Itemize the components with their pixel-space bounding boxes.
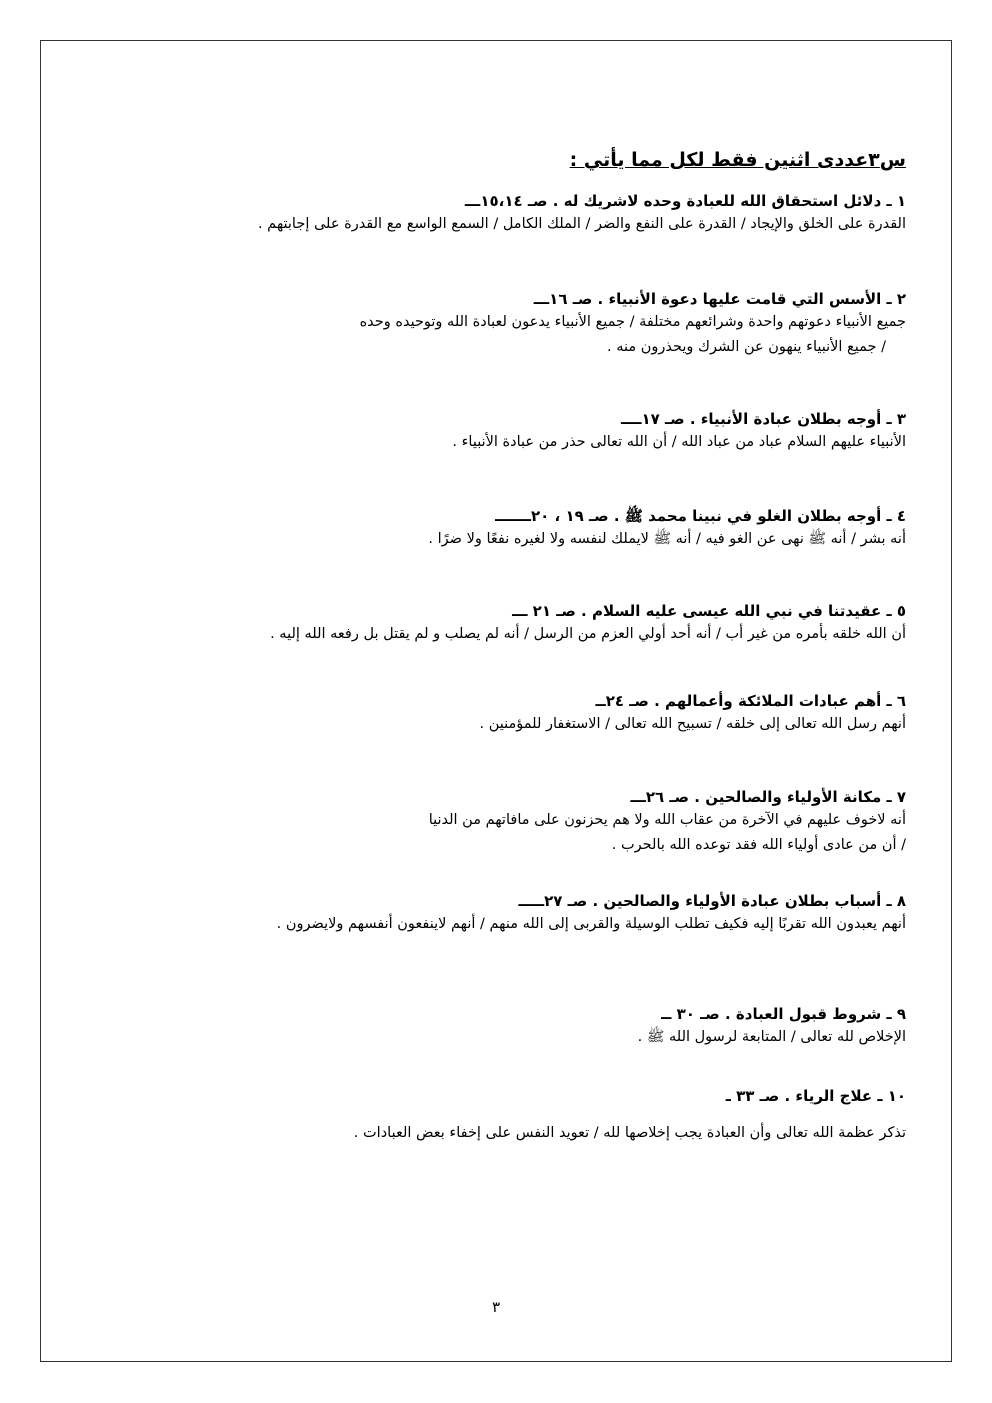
question-heading: س٣عددى اثنين فقط لكل مما يأتي : — [569, 149, 906, 171]
item-4-title: ٤ ـ أوجه بطلان الغلو في نبينا محمد ﷺ . صـ ١٩ ، ٢٠ـــــــ — [495, 507, 906, 525]
item-3 — [106, 408, 906, 455]
item-6 — [106, 690, 906, 737]
document-body — [106, 146, 906, 174]
item-10-answer: تذكر عظمة الله تعالى وأن العبادة يجب إخلاصها لله / تعويد النفس على إخفاء بعض العبادات . — [353, 1125, 906, 1141]
item-10 — [106, 1085, 906, 1146]
item-2-answer-line-2: / جميع الأنبياء ينهون عن الشرك ويحذرون منه . — [607, 339, 886, 355]
item-8-answer: أنهم يعبدون الله تقربًا إليه فكيف تطلب الوسيلة والقربى إلى الله منهم / أنهم لاينفعون أنفسهم ولايضرون . — [276, 916, 906, 932]
item-9-title: ٩ ـ شروط قبول العبادة . صـ ٣٠ ــ — [661, 1005, 906, 1023]
item-9-answer: الإخلاص لله تعالى / المتابعة لرسول الله ﷺ . — [637, 1029, 906, 1045]
item-9 — [106, 1003, 906, 1050]
item-7 — [106, 786, 906, 858]
item-8-title: ٨ ـ أسباب بطلان عبادة الأولياء والصالحين . صـ ٢٧ـــــ — [518, 892, 906, 910]
item-3-answer: الأنبياء عليهم السلام عباد من عباد الله / أن الله تعالى حذر من عبادة الأنبياء . — [452, 434, 906, 450]
item-10-title: ١٠ ـ علاج الرياء . صـ ٣٣ ـ — [725, 1087, 906, 1105]
item-7-answer-line-2: / أن من عادى أولياء الله فقد توعده الله بالحرب . — [611, 837, 906, 853]
item-7-title: ٧ ـ مكانة الأولياء والصالحين . صـ ٢٦ـــ — [630, 788, 906, 806]
item-8 — [106, 890, 906, 937]
item-4-answer: أنه بشر / أنه ﷺ نهى عن الغو فيه / أنه ﷺ لايملك لنفسه ولا لغيره نفعًا ولا ضرًا . — [428, 531, 906, 547]
item-2-answer-line-1: جميع الأنبياء دعوتهم واحدة وشرائعهم مختلفة / جميع الأنبياء يدعون لعبادة الله وتوحيده وحده — [359, 314, 906, 330]
item-3-title: ٣ ـ أوجه بطلان عبادة الأنبياء . صـ ١٧ــــ — [620, 410, 906, 428]
item-1-answer: القدرة على الخلق والإيجاد / القدرة على النفع والضر / الملك الكامل / السمع الواسع مع القدرة على إجابتهم . — [257, 216, 906, 232]
item-1-title: ١ ـ دلائل استحقاق الله للعبادة وحده لاشريك له . صـ ١٥،١٤ـــ — [464, 192, 906, 210]
page-number: ٣ — [491, 1298, 501, 1316]
item-2 — [106, 288, 906, 360]
item-5-title: ٥ ـ عقيدتنا في نبي الله عيسى عليه السلام . صـ ٢١ ـــ — [512, 602, 906, 620]
item-6-answer: أنهم رسل الله تعالى إلى خلقه / تسبيح الله تعالى / الاستغفار للمؤمنين . — [479, 716, 906, 732]
item-5 — [106, 600, 906, 647]
item-7-answer-line-1: أنه لاخوف عليهم في الآخرة من عقاب الله ولا هم يحزنون على مافاتهم من الدنيا — [428, 812, 906, 828]
item-6-title: ٦ ـ أهم عبادات الملائكة وأعمالهم . صـ ٢٤ــ — [595, 692, 906, 710]
item-1 — [106, 190, 906, 237]
item-5-answer: أن الله خلقه بأمره من غير أب / أنه أحد أولي العزم من الرسل / أنه لم يصلب و لم يقتل بل رفعه الله إليه . — [270, 626, 906, 642]
item-4 — [106, 505, 906, 552]
item-2-title: ٢ ـ الأسس التي قامت عليها دعوة الأنبياء . صـ ١٦ـــ — [533, 290, 906, 308]
